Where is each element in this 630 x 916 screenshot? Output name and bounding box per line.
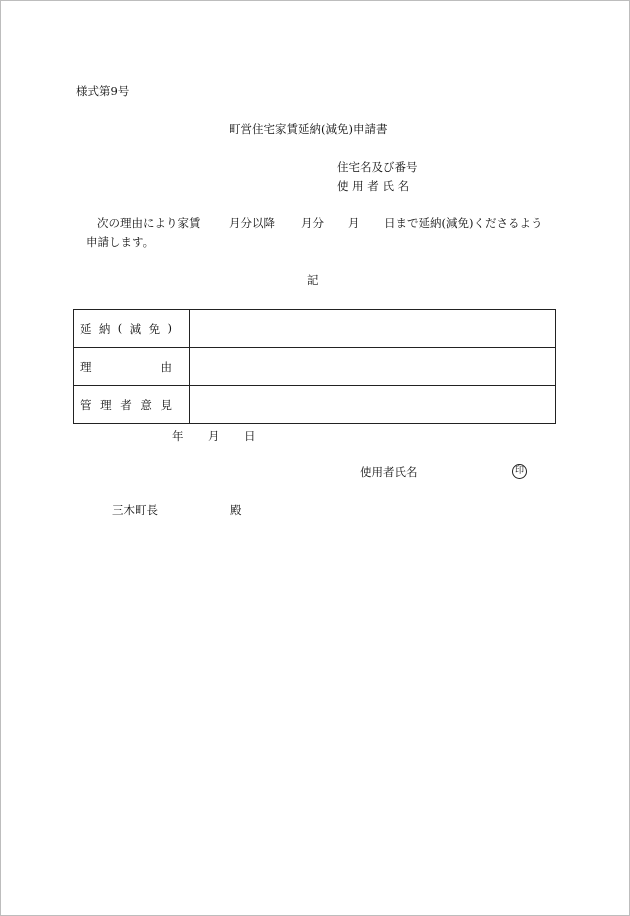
label-char: 理: [80, 359, 92, 374]
addressee-honorific: 殿: [230, 503, 242, 517]
seal-mark: 印: [512, 464, 527, 479]
label-char: 理: [100, 397, 112, 412]
manager-opinion-label: [80, 397, 172, 413]
house-name-label: 住宅名及び番号: [337, 160, 418, 174]
signature-label: 使用者氏名: [360, 465, 418, 479]
body-text-part5: 日まで延納(減免)くださるよう: [384, 216, 543, 230]
table-row: [74, 310, 556, 348]
label-char: 由: [160, 359, 172, 374]
row-label-cell: [74, 310, 190, 348]
label-char: 免: [148, 321, 161, 336]
date-month: 月: [208, 429, 220, 443]
table-row: [74, 386, 556, 424]
deferral-reduction-value-cell[interactable]: [190, 310, 556, 348]
body-text-part2: 月分以降: [229, 216, 275, 230]
deferral-reduction-label: [80, 321, 172, 337]
label-char: 納: [98, 321, 111, 336]
manager-opinion-value-cell[interactable]: [190, 386, 556, 424]
document-title: 町営住宅家賃延納(減免)申請書: [229, 122, 388, 136]
row-label-cell: [74, 348, 190, 386]
label-char: 延: [80, 321, 92, 336]
addressee-name: 三木町長: [112, 503, 158, 517]
form-number: 様式第9号: [76, 84, 130, 98]
label-char: ): [167, 320, 172, 335]
table-row: [74, 348, 556, 386]
label-char: 意: [140, 397, 152, 412]
label-char: 見: [160, 397, 172, 412]
label-char: 者: [120, 397, 132, 412]
label-char: 管: [80, 397, 92, 412]
body-text-line2: 申請します。: [86, 235, 155, 249]
label-char: 減: [129, 321, 142, 336]
label-char: (: [117, 320, 123, 335]
application-table: [73, 309, 556, 424]
body-text-part4: 月: [348, 216, 360, 230]
reason-label: [80, 359, 172, 375]
date-day: 日: [244, 429, 256, 443]
row-label-cell: [74, 386, 190, 424]
body-text-part3: 月分: [301, 216, 324, 230]
ki-heading: 記: [307, 273, 319, 287]
date-year: 年: [172, 429, 184, 443]
user-name-label: 使 用 者 氏 名: [337, 179, 410, 193]
reason-value-cell[interactable]: [190, 348, 556, 386]
body-text-part1: 次の理由により家賃: [97, 216, 201, 230]
